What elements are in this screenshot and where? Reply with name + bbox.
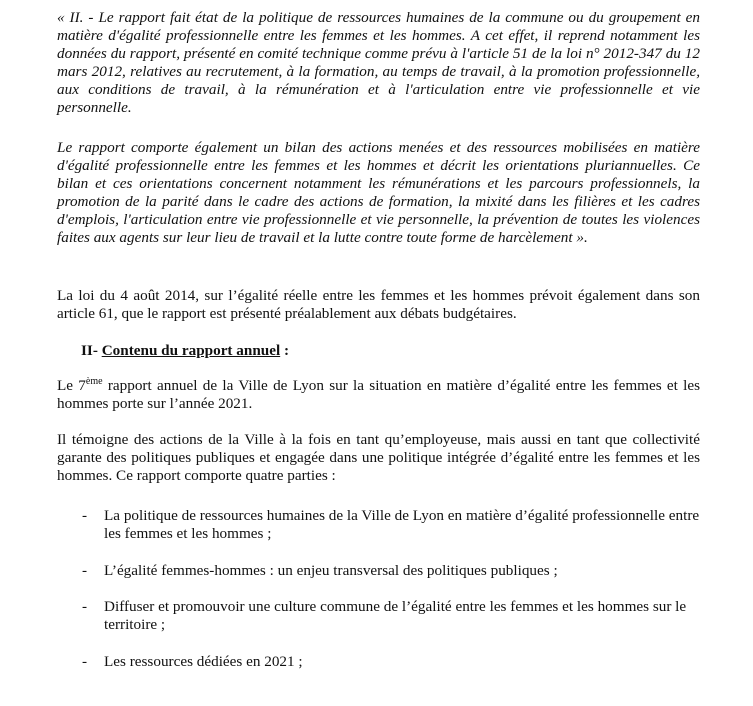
quote-paragraph-2: Le rapport comporte également un bilan des actions menées et des ressources mobilisées en matière d'égalité professionnelle entre les femmes et les hommes et décrit les orientations pluriannuelles. Ce bilan et ces orientations concernent notamment les rémunérations et les parcours professionnels, la promotion de la parité dans le cadre des actions de formation, la mixité dans les filières et les cadres d'emplois, l'articulation entre vie professionnelle et vie personnelle, la prévention de toutes les violences faites aux agents sur leur lieu de travail et la lutte contre toute forme de harcèlement ». <box>57 139 700 246</box>
ordinal-superscript: ème <box>85 375 103 387</box>
parts-intro: Il témoigne des actions de la Ville à la fois en tant qu’employeuse, mais aussi en tant que collectivité garante des politiques publiques et engagée dans une politique intégrée d’égalité entre les femmes et les hommes. Ce rapport comporte quatre parties : <box>57 431 700 484</box>
list-item-text: La politique de ressources humaines de la Ville de Lyon en matière d’égalité professionnelle entre les femmes et les hommes ; <box>104 507 700 542</box>
list-bullet: - <box>82 562 88 579</box>
list-item-text: L’égalité femmes-hommes : un enjeu transversal des politiques publiques ; <box>104 562 558 579</box>
report-text-start: Le 7 <box>57 377 86 394</box>
list-bullet: - <box>82 598 88 615</box>
section-number: II- <box>81 342 102 359</box>
list-item-text: Les ressources dédiées en 2021 ; <box>104 653 303 670</box>
report-text-end: rapport annuel de la Ville de Lyon sur la situation en matière d’égalité entre les femmes et les hommes porte sur l’année 2021. <box>57 377 700 412</box>
report-paragraph <box>57 377 700 413</box>
section-suffix: : <box>280 342 290 359</box>
law-paragraph: La loi du 4 août 2014, sur l’égalité réelle entre les femmes et les hommes prévoit également dans son article 61, que le rapport est présenté préalablement aux débats budgétaires. <box>57 287 700 322</box>
list-item-text: Diffuser et promouvoir une culture commune de l’égalité entre les femmes et les hommes sur le territoire ; <box>104 598 687 633</box>
list-bullet: - <box>82 653 88 670</box>
section-heading <box>81 342 289 360</box>
list-bullet: - <box>82 507 88 524</box>
quote-paragraph-1: « II. - Le rapport fait état de la politique de ressources humaines de la commune ou du groupement en matière d'égalité professionnelle entre les femmes et les hommes. A cet effet, il reprend notamment les données du rapport, présenté en comité technique comme prévu à l'article 51 de la loi n° 2012-347 du 12 mars 2012, relatives au recrutement, à la formation, au temps de travail, à la promotion professionnelle, aux conditions de travail, à la rémunération et à l'articulation entre vie professionnelle et vie personnelle. <box>57 9 700 116</box>
section-title: Contenu du rapport annuel <box>101 342 281 359</box>
